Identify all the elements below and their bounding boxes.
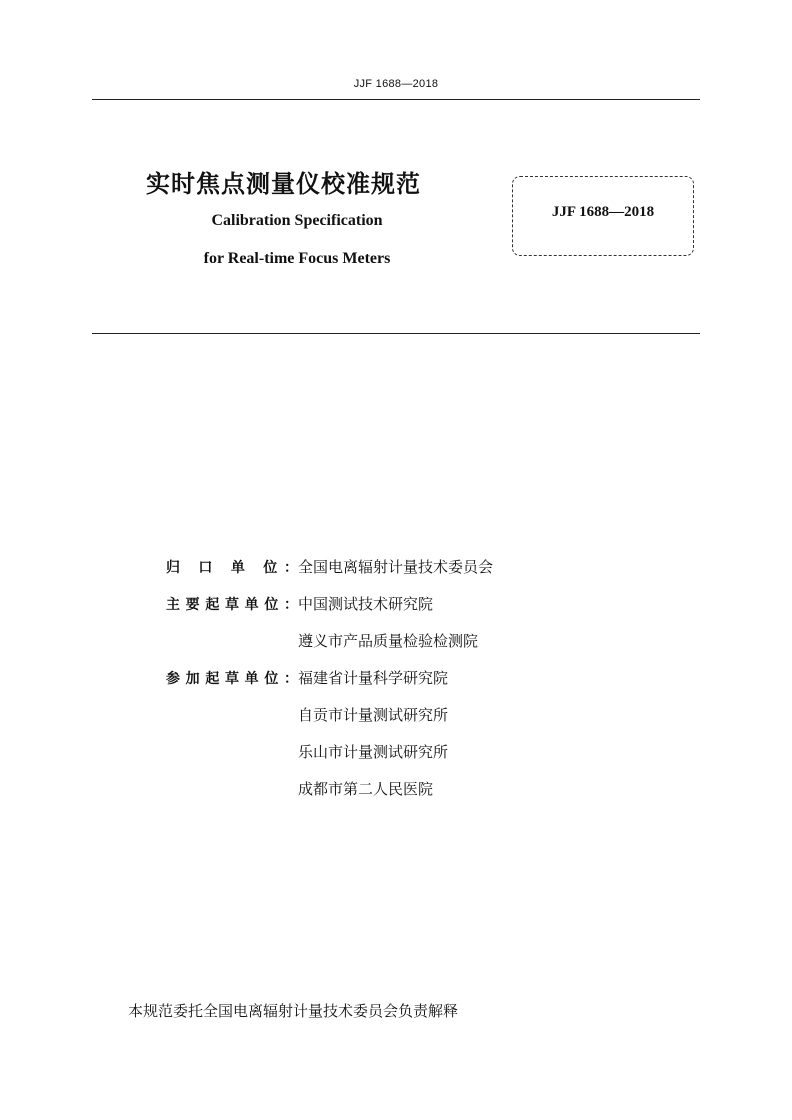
participating-unit-value: 自贡市计量测试研究所 — [298, 706, 449, 724]
participating-unit-row — [160, 659, 580, 696]
participating-unit-value: 乐山市计量测试研究所 — [298, 743, 449, 761]
responsible-unit-value: 全国电离辐射计量技术委员会 — [298, 558, 494, 576]
header-divider — [92, 99, 700, 100]
drafting-unit-row — [160, 622, 580, 659]
participating-unit-value: 成都市第二人民医院 — [298, 780, 434, 798]
drafting-unit-value: 中国测试技术研究院 — [298, 595, 434, 613]
drafting-unit-value: 遵义市产品质量检验检测院 — [298, 632, 479, 650]
title-chinese: 实时焦点测量仪校准规范 — [146, 170, 421, 198]
title-divider — [92, 333, 700, 334]
participating-unit-row — [160, 770, 580, 807]
standard-code-box-text: JJF 1688—2018 — [551, 203, 655, 220]
interpretation-note: 本规范委托全国电离辐射计量技术委员会负责解释 — [128, 1002, 459, 1020]
responsible-unit-row — [160, 548, 580, 585]
responsible-unit-label: 归 口 单 位： — [166, 559, 298, 576]
title-english-line-2: for Real-time Focus Meters — [203, 250, 391, 267]
title-english-line-1: Calibration Specification — [211, 212, 383, 229]
participating-unit-row — [160, 733, 580, 770]
participating-unit-label: 参加起草单位： — [166, 670, 298, 687]
drafting-unit-row — [160, 585, 580, 622]
participating-unit-row — [160, 696, 580, 733]
header-standard-code: JJF 1688—2018 — [353, 78, 439, 90]
organizations-section — [160, 548, 580, 807]
standard-code-box — [512, 176, 694, 256]
drafting-unit-label: 主要起草单位： — [166, 596, 298, 613]
participating-unit-value: 福建省计量科学研究院 — [298, 669, 449, 687]
